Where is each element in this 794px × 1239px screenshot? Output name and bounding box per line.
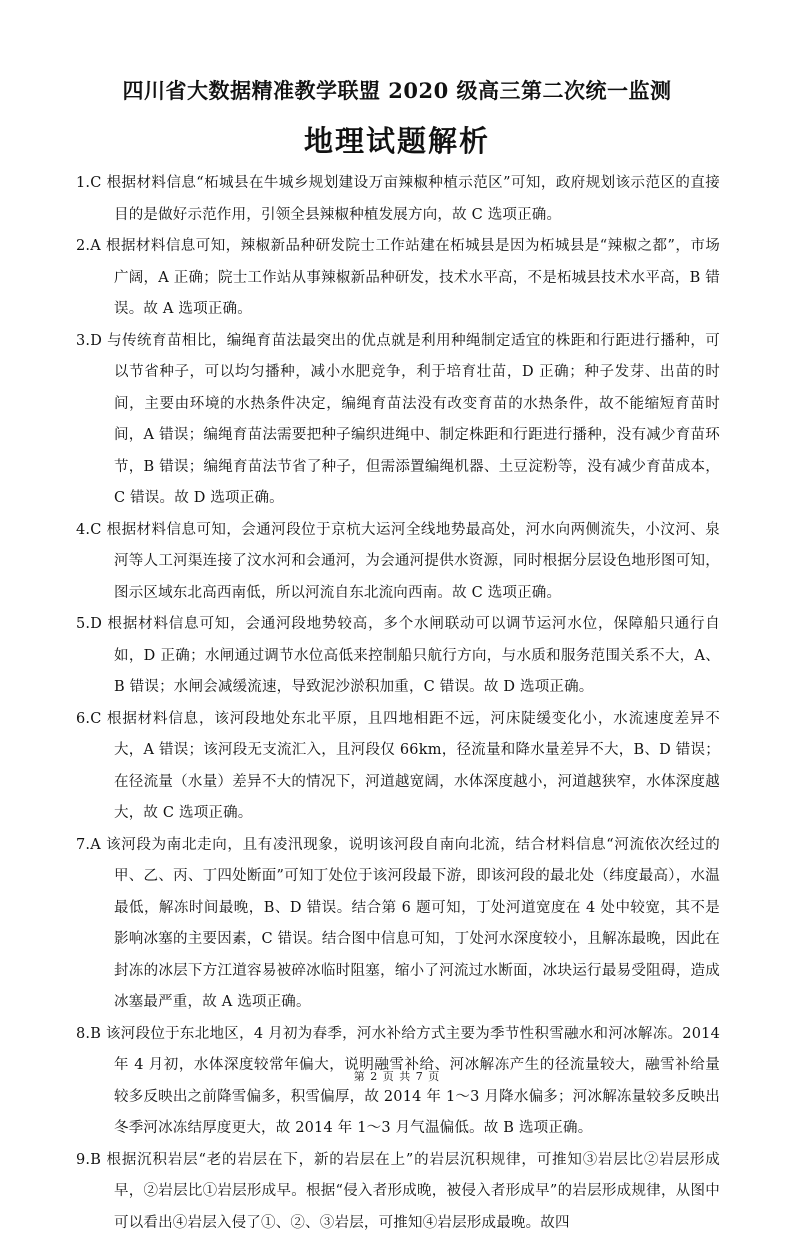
answer-item-8: 8.B 该河段位于东北地区，4 月初为春季，河水补给方式主要为季节性积雪融水和河冰解冻。2014 年 4 月初，水体深度较常年偏大，说明融雪补给、河冰解冻产生的径流量较大，融雪补给量较多反映出之前降雪偏多，积雪偏厚，故 2014 年 1～3 月降水偏多；河冰解冻量较多反映出冬季河冰冻结厚度更大，故 2014 年 1～3 月气温偏低。故 B 选项正确。 bbox=[76, 1019, 720, 1145]
answer-item-9: 9.B 根据沉积岩层“老的岩层在下，新的岩层在上”的岩层沉积规律，可推知③岩层比②岩层形成早，②岩层比①岩层形成早。根据“侵入者形成晚，被侵入者形成早”的岩层形成规律，从图中可以看出④岩层入侵了①、②、③岩层，可推知④岩层形成最晚。故四 bbox=[76, 1145, 720, 1239]
answer-item-1: 1.C 根据材料信息“柘城县在牛城乡规划建设万亩辣椒种植示范区”可知，政府规划该示范区的直接目的是做好示范作用，引领全县辣椒种植发展方向，故 C 选项正确。 bbox=[76, 168, 720, 231]
answer-item-2: 2.A 根据材料信息可知，辣椒新品种研发院士工作站建在柘城县是因为柘城县是“辣椒之都”，市场广阔，A 正确；院士工作站从事辣椒新品种研发，技术水平高，不是柘城县技术水平高，B 错误。故 A 选项正确。 bbox=[76, 231, 720, 326]
document-title: 地理试题解析 bbox=[0, 119, 794, 160]
answer-item-6: 6.C 根据材料信息，该河段地处东北平原，且四地相距不远，河床陡缓变化小，水流速度差异不大，A 错误；该河段无支流汇入，且河段仅 66km，径流量和降水量差异不大，B、D 错误；在径流量（水量）差异不大的情况下，河道越宽阔，水体深度越小，河道越狭窄，水体深度越大，故 C 选项正确。 bbox=[76, 704, 720, 830]
page-number: 第 2 页 共 7 页 bbox=[0, 1068, 794, 1084]
exam-header-title: 四川省大数据精准教学联盟 2020 级高三第二次统一监测 bbox=[0, 75, 794, 105]
answer-item-5: 5.D 根据材料信息可知，会通河段地势较高，多个水闸联动可以调节运河水位，保障船只通行自如，D 正确；水闸通过调节水位高低来控制船只航行方向，与水质和服务范围关系不大，A、B 错误；水闸会减缓流速，导致泥沙淤积加重，C 错误。故 D 选项正确。 bbox=[76, 609, 720, 704]
answer-item-7: 7.A 该河段为南北走向，且有凌汛现象，说明该河段自南向北流，结合材料信息“河流依次经过的甲、乙、丙、丁四处断面”可知丁处位于该河段最下游，即该河段的最北处（纬度最高），水温最低，解冻时间最晚，B、D 错误。结合第 6 题可知，丁处河道宽度在 4 处中较宽，其不是影响冰塞的主要因素，C 错误。结合图中信息可知，丁处河水深度较小，且解冻最晚，因此在封冻的冰层下方江道容易被碎冰临时阻塞，缩小了河流过水断面，冰块运行最易受阻碍，造成冰塞最严重，故 A 选项正确。 bbox=[76, 830, 720, 1019]
answer-item-4: 4.C 根据材料信息可知，会通河段位于京杭大运河全线地势最高处，河水向两侧流失，小汶河、泉河等人工河渠连接了汶水河和会通河，为会通河提供水资源，同时根据分层设色地形图可知，图示区域东北高西南低，所以河流自东北流向西南。故 C 选项正确。 bbox=[76, 515, 720, 610]
answer-item-3: 3.D 与传统育苗相比，编绳育苗法最突出的优点就是利用种绳制定适宜的株距和行距进行播种，可以节省种子，可以均匀播种，减小水肥竞争，利于培育壮苗，D 正确；种子发芽、出苗的时间，主要由环境的水热条件决定，编绳育苗法没有改变育苗的水热条件，故不能缩短育苗时间，A 错误；编绳育苗法需要把种子编织进绳中、制定株距和行距进行播种，没有减少育苗环节，B 错误；编绳育苗法节省了种子，但需添置编绳机器、土豆淀粉等，没有减少育苗成本，C 错误。故 D 选项正确。 bbox=[76, 326, 720, 515]
